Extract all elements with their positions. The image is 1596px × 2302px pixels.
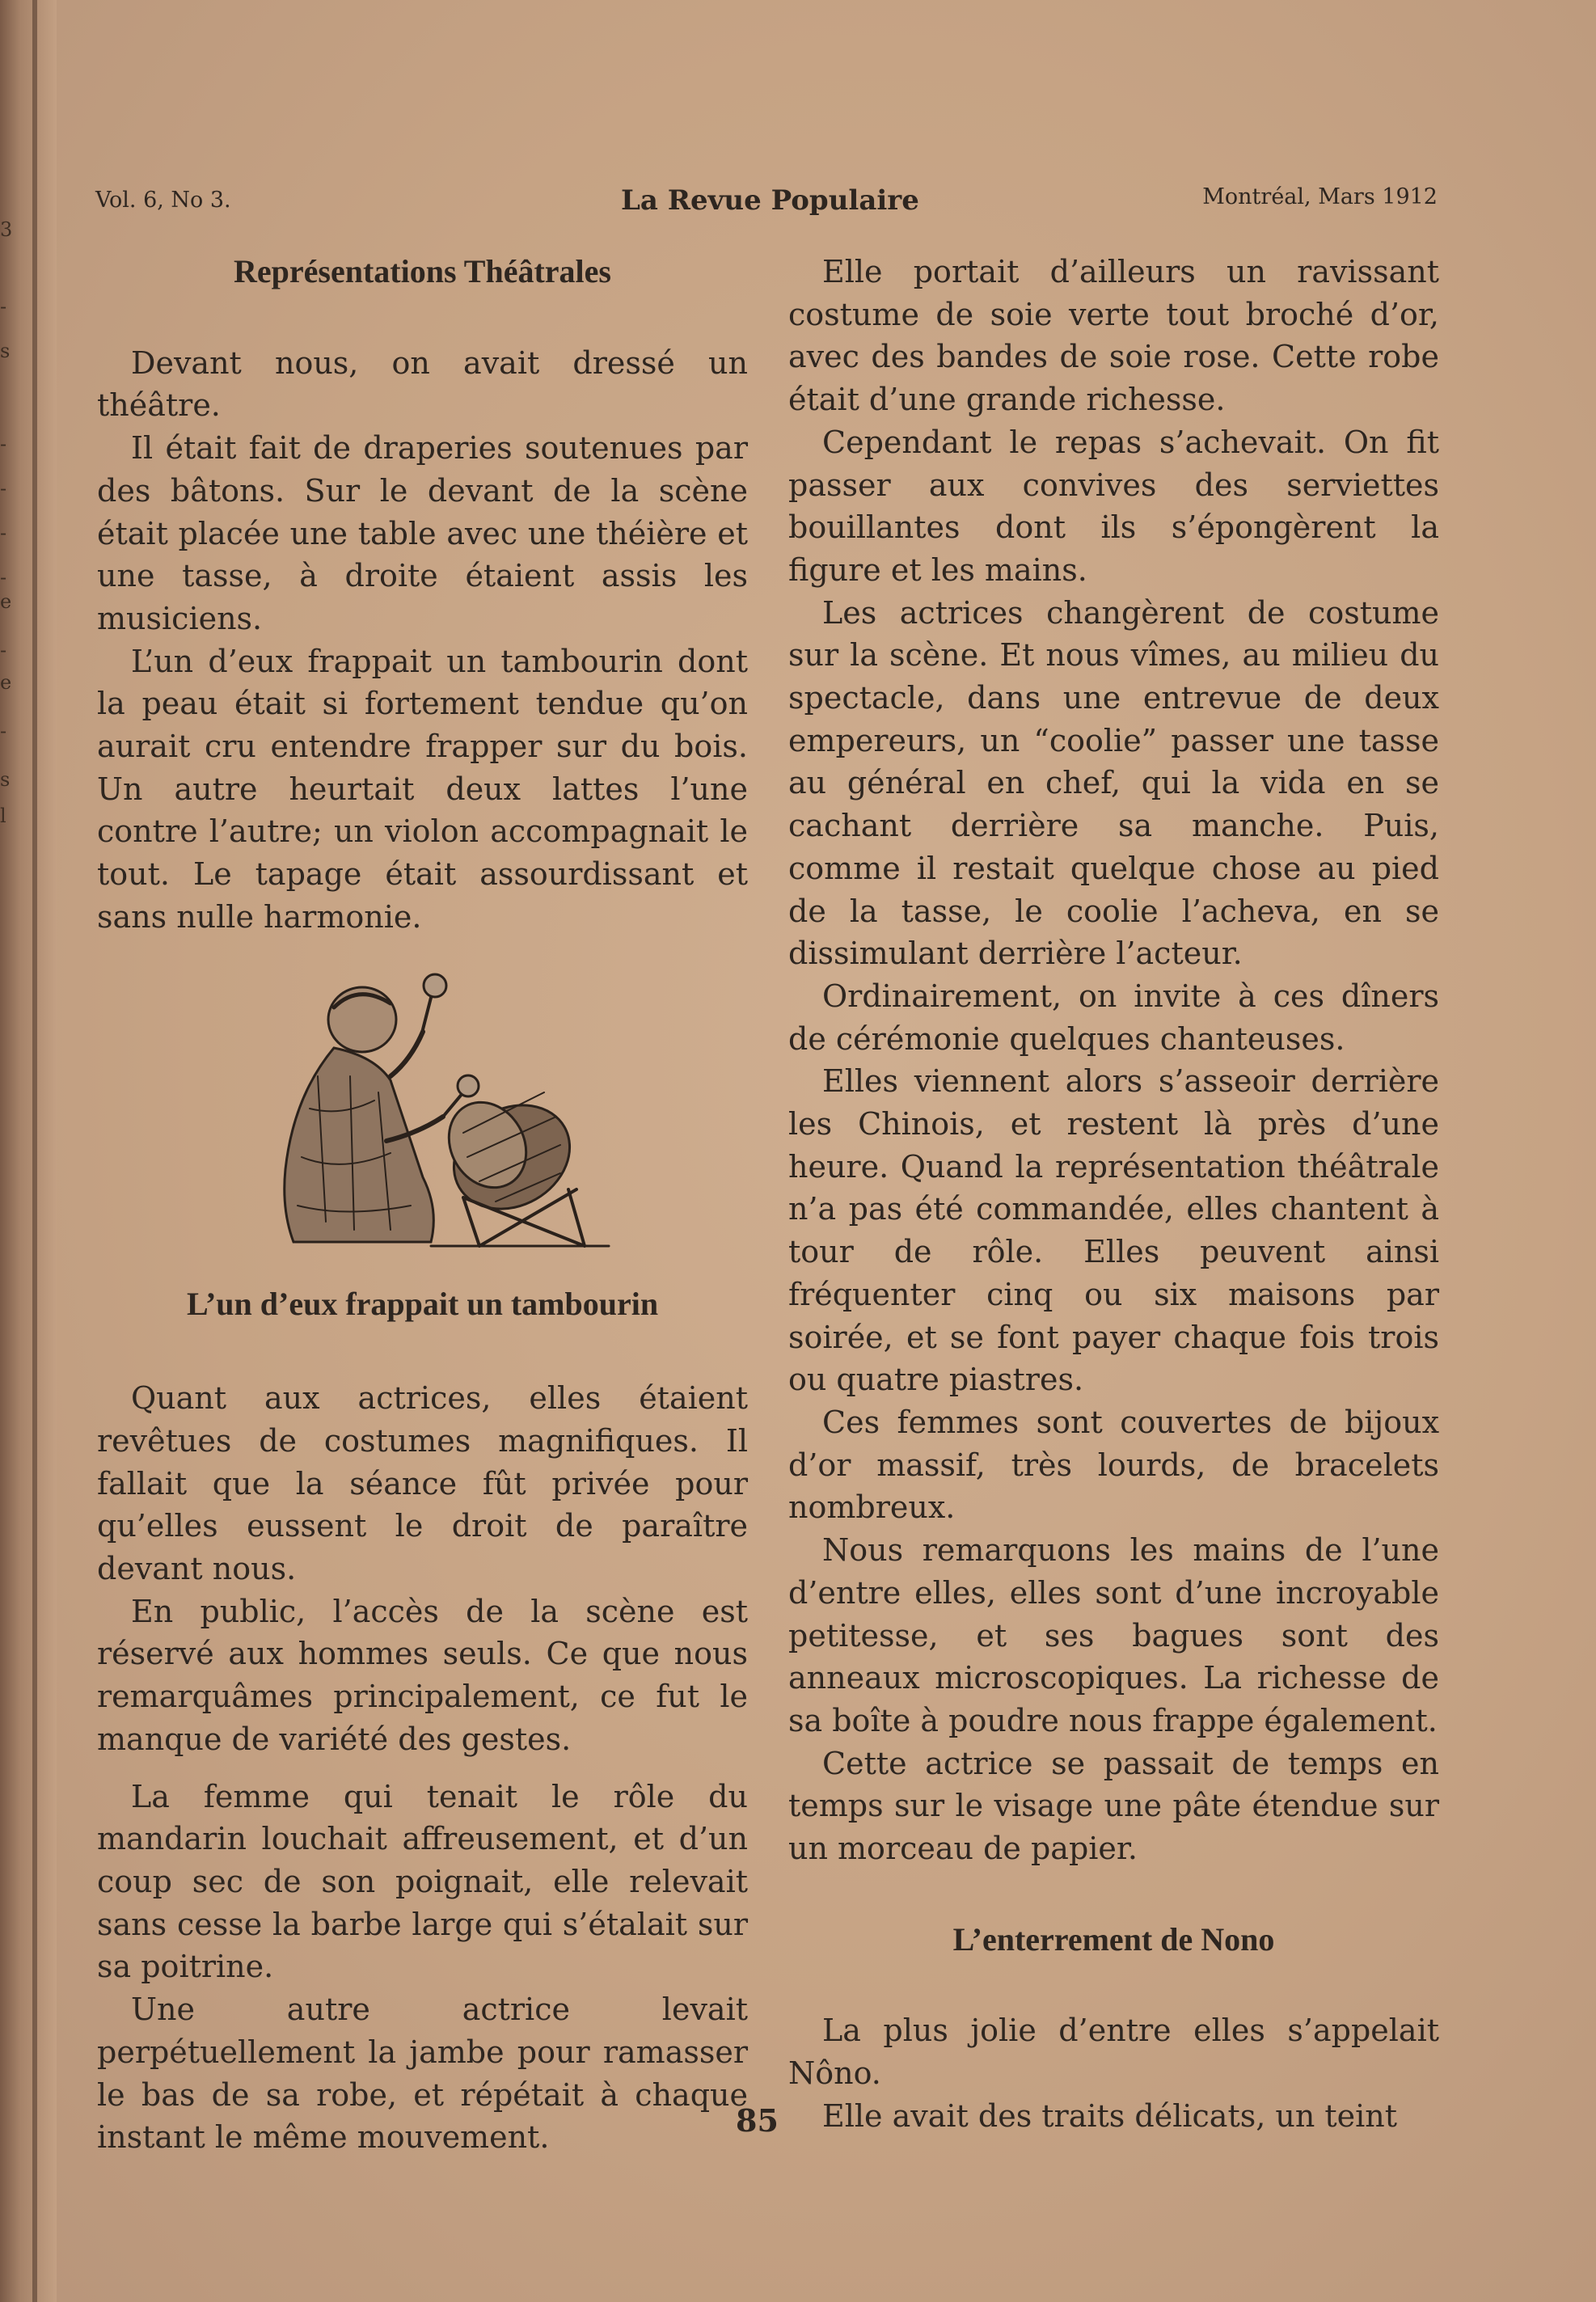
issue-date: Montréal, Mars 1912 [1202, 184, 1438, 209]
paragraph: La plus jolie d’entre elles s’appelait Nôno. [788, 2013, 1439, 2092]
margin-mark: - [0, 720, 7, 742]
paragraph: Une autre actrice levait perpétuellement la jambe pour ramasser le bas de sa robe, et répétait à chaque instant le même mouvement. [97, 1992, 748, 2156]
margin-mark: s [0, 768, 11, 791]
paragraph: Elle portait d’ailleurs un ravissant costume de soie verte tout broché d’or, avec des bandes de soie rose. Cette robe était d’une grande richesse. [788, 254, 1439, 418]
margin-mark: - [0, 566, 7, 589]
section-heading-enterrement: L’enterrement de Nono [952, 1920, 1275, 1958]
margin-mark: 3 [0, 218, 13, 241]
paragraph: Il était fait de draperies soutenues par des bâtons. Sur le devant de la scène était placée une table avec une théière et une tasse, à droite étaient assis les musiciens. [97, 430, 748, 636]
paragraph: Ordinairement, on invite à ces dîners de cérémonie quelques chanteuses. [788, 978, 1439, 1057]
margin-mark: - [0, 522, 7, 544]
magazine-title: La Revue Populaire [621, 184, 919, 217]
paragraph: Cette actrice se passait de temps en temps sur le visage une pâte étendue sur un morceau de papier. [788, 1745, 1439, 1867]
paragraph: La femme qui tenait le rôle du mandarin louchait affreusement, et d’un coup sec de son poignait, elle relevait sans cesse la barbe large qui s’étalait sur sa poitrine. [97, 1778, 748, 1985]
page-number: 85 [736, 2102, 779, 2139]
tambourin-player-illustration [221, 971, 625, 1262]
margin-mark: s [0, 340, 11, 362]
margin-mark: l [0, 805, 6, 827]
paragraph: Nous remarquons les mains de l’une d’entre elles, elles sont d’une incroyable petitesse, et ses bagues sont des anneaux microscopiques. La richesse de sa boîte à poudre nous frappe également. [788, 1532, 1439, 1738]
paragraph: En public, l’accès de la scène est réservé aux hommes seuls. Ce que nous remarquâmes principalement, ce fut le manque de variété des gestes. [97, 1593, 748, 1757]
volume-number: Vol. 6, No 3. [95, 188, 231, 213]
figure-caption: L’un d’eux frappait un tambourin [186, 1285, 659, 1322]
paragraph: Elles viennent alors s’asseoir derrière les Chinois, et restent là près d’une heure. Quand la représentation théâtrale n’a pas été commandée, elles chantent à tour de rôle. Elles peuvent ainsi fréquenter cinq ou six maisons par soirée, et se font payer chaque fois trois ou quatre piastres. [788, 1063, 1439, 1398]
margin-mark: - [0, 477, 7, 500]
paragraph: Ces femmes sont couvertes de bijoux d’or massif, très lourds, de bracelets nombreux. [788, 1404, 1439, 1526]
margin-mark: e [0, 590, 12, 613]
paragraph: Devant nous, on avait dressé un théâtre. [97, 344, 748, 424]
margin-mark: - [0, 639, 7, 661]
margin-mark: - [0, 295, 7, 318]
left-column [97, 251, 748, 2159]
spine-fold-line [32, 0, 37, 2302]
paragraph: Quant aux actrices, elles étaient revêtues de costumes magnifiques. Il fallait que la séance fût privée pour qu’elles eussent le droit de paraître devant nous. [97, 1380, 748, 1587]
right-column [788, 251, 1439, 2138]
margin-mark: - [0, 433, 7, 455]
section-heading-representations: Représentations Théâtrales [234, 253, 611, 289]
paragraph: Les actrices changèrent de costume sur la scène. Et nous vîmes, au milieu du spectacle, dans une entrevue de deux empereurs, un “coolie” passer une tasse au général en chef, qui la vida en se cachant derrière sa manche. Puis, comme il restait quelque chose au pied de la tasse, le coolie l’acheva, en se dissimulant derrière l’acteur. [788, 594, 1439, 972]
paragraph: Cependant le repas s’achevait. On fit passer aux convives des serviettes bouillantes dont ils s’épongèrent la figure et les mains. [788, 424, 1439, 588]
paragraph: Elle avait des traits délicats, un teint [822, 2097, 1398, 2134]
margin-mark: e [0, 671, 12, 694]
running-header [95, 184, 1438, 225]
paragraph: L’un d’eux frappait un tambourin dont la peau était si fortement tendue qu’on aurait cru entendre frapper sur du bois. Un autre heurtait deux lattes l’une contre l’autre; un violon accompagnait le tout. Le tapage était assourdissant et sans nulle harmonie. [97, 643, 748, 935]
